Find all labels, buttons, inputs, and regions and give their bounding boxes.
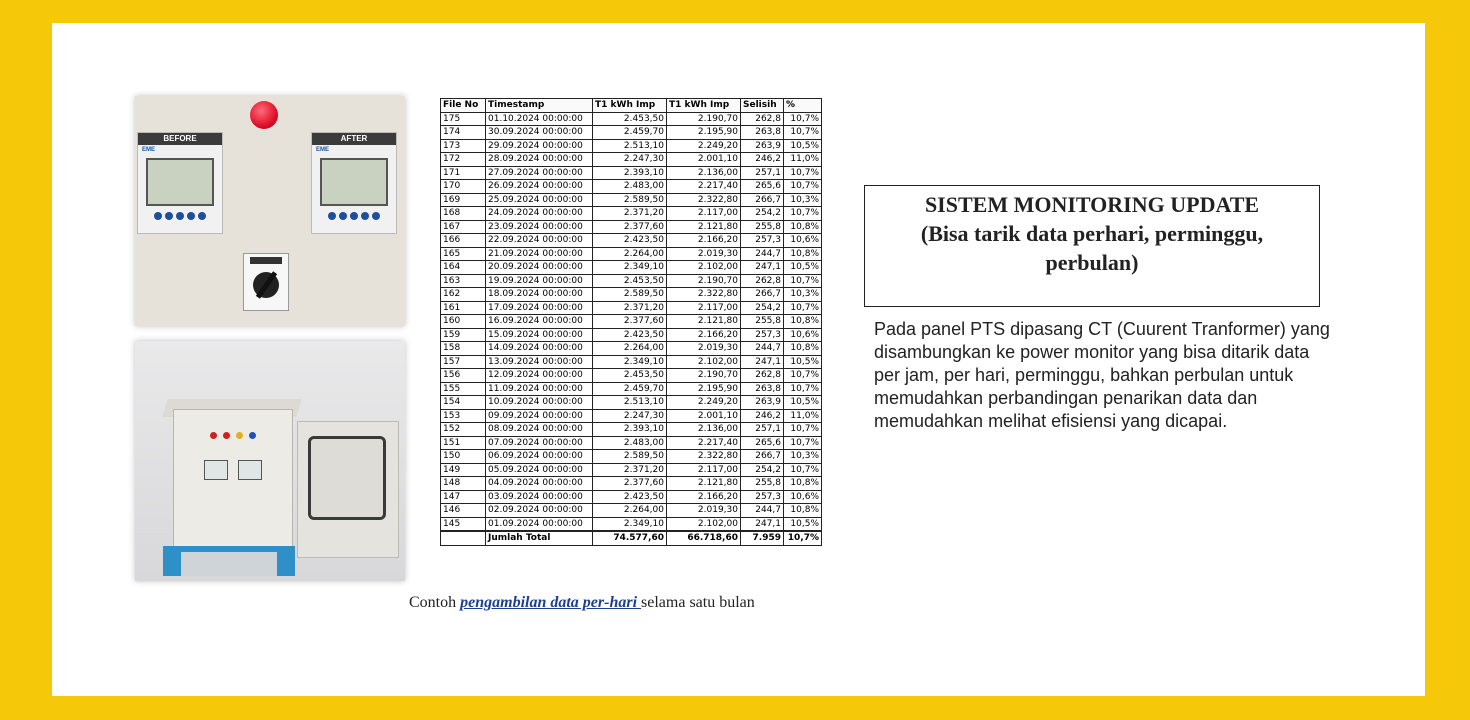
cell-timestamp: 04.09.2024 00:00:00 — [486, 477, 593, 491]
cell-selisih: 255,8 — [741, 315, 784, 329]
table-row — [441, 180, 822, 194]
cell-selisih: 255,8 — [741, 477, 784, 491]
cell-percent: 10,5% — [784, 139, 822, 153]
cell-file-no: 174 — [441, 126, 486, 140]
cell-kwh-before: 2.377,60 — [593, 477, 667, 491]
cell-kwh-before: 2.483,00 — [593, 180, 667, 194]
table-row — [441, 409, 822, 423]
header-selisih: Selisih — [741, 99, 784, 113]
meter-screen — [320, 158, 388, 206]
cell-timestamp: 27.09.2024 00:00:00 — [486, 166, 593, 180]
cell-selisih: 246,2 — [741, 409, 784, 423]
selector-knob-icon — [253, 272, 279, 298]
cell-selisih: 255,8 — [741, 220, 784, 234]
cell-file-no: 157 — [441, 355, 486, 369]
cell-file-no: 147 — [441, 490, 486, 504]
cell-kwh-before: 2.393,10 — [593, 423, 667, 437]
cell-kwh-after: 2.190,70 — [667, 274, 741, 288]
cell-timestamp: 25.09.2024 00:00:00 — [486, 193, 593, 207]
cell-kwh-after: 2.102,00 — [667, 355, 741, 369]
cell-selisih: 257,3 — [741, 328, 784, 342]
cell-timestamp: 14.09.2024 00:00:00 — [486, 342, 593, 356]
cell-percent: 10,8% — [784, 342, 822, 356]
table-body — [441, 112, 822, 531]
cell-selisih: 263,8 — [741, 126, 784, 140]
cell-file-no: 148 — [441, 477, 486, 491]
cell-timestamp: 11.09.2024 00:00:00 — [486, 382, 593, 396]
heading-box — [864, 185, 1320, 307]
cell-percent: 10,7% — [784, 166, 822, 180]
cell-selisih: 244,7 — [741, 342, 784, 356]
cell-percent: 10,8% — [784, 504, 822, 518]
cell-kwh-before: 2.371,20 — [593, 301, 667, 315]
cell-selisih: 262,8 — [741, 369, 784, 383]
cell-kwh-before: 2.589,50 — [593, 450, 667, 464]
after-power-meter — [311, 132, 397, 234]
cell-kwh-after: 2.249,20 — [667, 139, 741, 153]
cell-kwh-before: 2.459,70 — [593, 382, 667, 396]
table-row — [441, 328, 822, 342]
cell-kwh-after: 2.217,40 — [667, 180, 741, 194]
cell-selisih: 265,6 — [741, 180, 784, 194]
table-row — [441, 166, 822, 180]
cell-timestamp: 17.09.2024 00:00:00 — [486, 301, 593, 315]
cell-percent: 10,7% — [784, 423, 822, 437]
cell-percent: 10,6% — [784, 490, 822, 504]
total-cell: 74.577,60 — [593, 531, 667, 545]
table-row — [441, 490, 822, 504]
electrical-cabinet — [173, 409, 293, 551]
table-row — [441, 396, 822, 410]
heading-line-2: (Bisa tarik data perhari, perminggu, — [920, 221, 1264, 246]
table-row — [441, 301, 822, 315]
cell-kwh-after: 2.001,10 — [667, 409, 741, 423]
cell-kwh-after: 2.166,20 — [667, 490, 741, 504]
cell-timestamp: 26.09.2024 00:00:00 — [486, 180, 593, 194]
cabinet-indicator-lights — [210, 432, 256, 439]
cell-kwh-before: 2.371,20 — [593, 463, 667, 477]
cell-timestamp: 24.09.2024 00:00:00 — [486, 207, 593, 221]
cell-percent: 10,7% — [784, 207, 822, 221]
red-indicator-lamp — [250, 101, 278, 129]
cabinet-stand — [163, 546, 295, 576]
cell-percent: 10,3% — [784, 193, 822, 207]
cell-file-no: 149 — [441, 463, 486, 477]
cell-percent: 10,7% — [784, 463, 822, 477]
cell-file-no: 159 — [441, 328, 486, 342]
cell-kwh-after: 2.136,00 — [667, 166, 741, 180]
cell-selisih: 247,1 — [741, 517, 784, 531]
cell-percent: 10,6% — [784, 234, 822, 248]
cell-selisih: 257,1 — [741, 166, 784, 180]
cell-kwh-before: 2.589,50 — [593, 288, 667, 302]
cell-kwh-after: 2.121,80 — [667, 220, 741, 234]
table-row — [441, 139, 822, 153]
cell-kwh-before: 2.423,50 — [593, 328, 667, 342]
cell-kwh-before: 2.453,50 — [593, 274, 667, 288]
cell-kwh-after: 2.190,70 — [667, 112, 741, 126]
total-label: Jumlah Total — [486, 531, 593, 545]
cell-percent: 10,7% — [784, 126, 822, 140]
cell-file-no: 160 — [441, 315, 486, 329]
cell-percent: 10,7% — [784, 436, 822, 450]
cell-file-no: 154 — [441, 396, 486, 410]
cell-timestamp: 02.09.2024 00:00:00 — [486, 504, 593, 518]
cell-selisih: 254,2 — [741, 301, 784, 315]
cell-percent: 10,8% — [784, 315, 822, 329]
cell-timestamp: 09.09.2024 00:00:00 — [486, 409, 593, 423]
cell-percent: 10,5% — [784, 355, 822, 369]
cell-kwh-after: 2.195,90 — [667, 126, 741, 140]
description-paragraph: Pada panel PTS dipasang CT (Cuurent Tranformer) yang disambungkan ke power monitor yang bisa ditarik data per jam, per hari, perminggu, bahkan perbulan untuk memudahkan perbandingan penarikan data dan memudahkan melihat efisiensi yang dicapai. — [874, 319, 1330, 431]
cell-percent: 10,7% — [784, 369, 822, 383]
cell-timestamp: 05.09.2024 00:00:00 — [486, 463, 593, 477]
cell-selisih: 244,7 — [741, 504, 784, 518]
table-row — [441, 382, 822, 396]
cell-selisih: 263,8 — [741, 382, 784, 396]
cell-selisih: 246,2 — [741, 153, 784, 167]
cabinet-meter — [204, 460, 228, 480]
cell-timestamp: 28.09.2024 00:00:00 — [486, 153, 593, 167]
cell-timestamp: 29.09.2024 00:00:00 — [486, 139, 593, 153]
cell-timestamp: 30.09.2024 00:00:00 — [486, 126, 593, 140]
cell-kwh-after: 2.019,30 — [667, 342, 741, 356]
daily-data-table — [440, 98, 822, 546]
cell-kwh-before: 2.349,10 — [593, 355, 667, 369]
before-power-meter — [137, 132, 223, 234]
table-row — [441, 477, 822, 491]
table-row — [441, 207, 822, 221]
cell-selisih: 263,9 — [741, 396, 784, 410]
table-row — [441, 234, 822, 248]
cell-kwh-after: 2.019,30 — [667, 247, 741, 261]
cell-percent: 10,5% — [784, 396, 822, 410]
cell-kwh-before: 2.264,00 — [593, 247, 667, 261]
table-row — [441, 369, 822, 383]
cell-kwh-before: 2.349,10 — [593, 261, 667, 275]
cell-kwh-before: 2.453,50 — [593, 112, 667, 126]
cell-selisih: 266,7 — [741, 193, 784, 207]
header-t1-kwh-before: T1 kWh Imp — [593, 99, 667, 113]
cell-kwh-after: 2.322,80 — [667, 450, 741, 464]
cell-file-no: 161 — [441, 301, 486, 315]
before-label: BEFORE — [138, 133, 222, 145]
cell-kwh-before: 2.513,10 — [593, 139, 667, 153]
cell-file-no: 169 — [441, 193, 486, 207]
cell-timestamp: 21.09.2024 00:00:00 — [486, 247, 593, 261]
cell-kwh-before: 2.513,10 — [593, 396, 667, 410]
cell-file-no: 164 — [441, 261, 486, 275]
cell-timestamp: 19.09.2024 00:00:00 — [486, 274, 593, 288]
meter-screen — [146, 158, 214, 206]
cell-kwh-after: 2.019,30 — [667, 504, 741, 518]
heading-line-1: SISTEM MONITORING UPDATE — [924, 192, 1260, 217]
cell-file-no: 173 — [441, 139, 486, 153]
cell-file-no: 165 — [441, 247, 486, 261]
cell-kwh-before: 2.453,50 — [593, 369, 667, 383]
meter-buttons — [138, 212, 222, 220]
table-row — [441, 220, 822, 234]
table-row — [441, 288, 822, 302]
cell-file-no: 168 — [441, 207, 486, 221]
cell-file-no: 146 — [441, 504, 486, 518]
caption-suffix: selama satu bulan — [641, 594, 755, 611]
cell-kwh-before: 2.247,30 — [593, 409, 667, 423]
cell-percent: 10,7% — [784, 382, 822, 396]
cell-selisih: 266,7 — [741, 288, 784, 302]
panel-cabinet-photo — [135, 341, 405, 581]
cell-timestamp: 23.09.2024 00:00:00 — [486, 220, 593, 234]
cell-timestamp: 20.09.2024 00:00:00 — [486, 261, 593, 275]
cell-file-no: 155 — [441, 382, 486, 396]
cell-selisih: 257,3 — [741, 234, 784, 248]
cell-percent: 10,7% — [784, 112, 822, 126]
cell-percent: 10,5% — [784, 261, 822, 275]
cell-kwh-after: 2.001,10 — [667, 153, 741, 167]
cell-percent: 10,7% — [784, 274, 822, 288]
cell-kwh-before: 2.377,60 — [593, 315, 667, 329]
cell-file-no: 172 — [441, 153, 486, 167]
cell-kwh-before: 2.349,10 — [593, 517, 667, 531]
cell-percent: 10,8% — [784, 247, 822, 261]
cell-file-no: 158 — [441, 342, 486, 356]
cell-selisih: 247,1 — [741, 261, 784, 275]
cell-selisih: 254,2 — [741, 207, 784, 221]
header-percent: % — [784, 99, 822, 113]
cell-kwh-after: 2.136,00 — [667, 423, 741, 437]
table-row — [441, 153, 822, 167]
cell-kwh-after: 2.249,20 — [667, 396, 741, 410]
table-row — [441, 436, 822, 450]
cell-selisih: 254,2 — [741, 463, 784, 477]
table-row — [441, 423, 822, 437]
cell-kwh-before: 2.423,50 — [593, 234, 667, 248]
cell-percent: 10,7% — [784, 180, 822, 194]
header-file-no: File No — [441, 99, 486, 113]
cell-kwh-after: 2.195,90 — [667, 382, 741, 396]
table-row — [441, 247, 822, 261]
cell-selisih: 262,8 — [741, 112, 784, 126]
table-header-row — [441, 99, 822, 113]
cell-file-no: 170 — [441, 180, 486, 194]
selector-switch — [243, 253, 289, 311]
cell-percent: 10,8% — [784, 220, 822, 234]
table-row — [441, 112, 822, 126]
table-row — [441, 355, 822, 369]
cell-selisih: 247,1 — [741, 355, 784, 369]
table-caption — [409, 594, 755, 612]
cell-timestamp: 06.09.2024 00:00:00 — [486, 450, 593, 464]
cell-kwh-after: 2.217,40 — [667, 436, 741, 450]
cell-percent: 10,3% — [784, 288, 822, 302]
cell-kwh-before: 2.483,00 — [593, 436, 667, 450]
table-row — [441, 126, 822, 140]
cell-timestamp: 15.09.2024 00:00:00 — [486, 328, 593, 342]
cell-file-no: 156 — [441, 369, 486, 383]
cell-file-no: 152 — [441, 423, 486, 437]
cell-kwh-before: 2.459,70 — [593, 126, 667, 140]
cell-percent: 10,8% — [784, 477, 822, 491]
cell-selisih: 262,8 — [741, 274, 784, 288]
total-cell: 10,7% — [784, 531, 822, 545]
heading-line-3: perbulan) — [1045, 250, 1139, 275]
cell-selisih: 266,7 — [741, 450, 784, 464]
cell-timestamp: 01.10.2024 00:00:00 — [486, 112, 593, 126]
cell-percent: 10,3% — [784, 450, 822, 464]
cell-timestamp: 01.09.2024 00:00:00 — [486, 517, 593, 531]
table-row — [441, 274, 822, 288]
cell-file-no: 166 — [441, 234, 486, 248]
cell-file-no: 151 — [441, 436, 486, 450]
header-t1-kwh-after: T1 kWh Imp — [667, 99, 741, 113]
total-cell: 66.718,60 — [667, 531, 741, 545]
cell-selisih: 265,6 — [741, 436, 784, 450]
panel-meters-photo — [135, 96, 405, 326]
cell-percent: 11,0% — [784, 409, 822, 423]
cell-timestamp: 18.09.2024 00:00:00 — [486, 288, 593, 302]
table-row — [441, 342, 822, 356]
cell-kwh-before: 2.377,60 — [593, 220, 667, 234]
table-row — [441, 261, 822, 275]
cell-kwh-before: 2.371,20 — [593, 207, 667, 221]
cell-timestamp: 08.09.2024 00:00:00 — [486, 423, 593, 437]
cell-kwh-after: 2.117,00 — [667, 207, 741, 221]
cell-selisih: 244,7 — [741, 247, 784, 261]
cell-timestamp: 16.09.2024 00:00:00 — [486, 315, 593, 329]
cell-file-no: 171 — [441, 166, 486, 180]
meter-buttons — [312, 212, 396, 220]
total-cell — [441, 531, 486, 545]
cell-timestamp: 07.09.2024 00:00:00 — [486, 436, 593, 450]
cell-file-no: 150 — [441, 450, 486, 464]
table-row — [441, 463, 822, 477]
cell-kwh-before: 2.247,30 — [593, 153, 667, 167]
cell-timestamp: 10.09.2024 00:00:00 — [486, 396, 593, 410]
cell-timestamp: 22.09.2024 00:00:00 — [486, 234, 593, 248]
cell-kwh-before: 2.264,00 — [593, 504, 667, 518]
cell-kwh-after: 2.166,20 — [667, 234, 741, 248]
door-window — [308, 436, 386, 520]
table-row — [441, 315, 822, 329]
caption-prefix: Contoh — [409, 594, 461, 611]
cell-kwh-after: 2.190,70 — [667, 369, 741, 383]
cell-file-no: 145 — [441, 517, 486, 531]
cell-kwh-after: 2.102,00 — [667, 517, 741, 531]
cell-kwh-after: 2.117,00 — [667, 301, 741, 315]
cell-kwh-before: 2.589,50 — [593, 193, 667, 207]
cell-file-no: 153 — [441, 409, 486, 423]
cell-selisih: 263,9 — [741, 139, 784, 153]
cell-kwh-after: 2.322,80 — [667, 288, 741, 302]
cell-kwh-after: 2.166,20 — [667, 328, 741, 342]
total-cell: 7.959 — [741, 531, 784, 545]
after-label: AFTER — [312, 133, 396, 145]
cell-file-no: 162 — [441, 288, 486, 302]
cell-kwh-before: 2.423,50 — [593, 490, 667, 504]
cell-kwh-before: 2.264,00 — [593, 342, 667, 356]
cell-kwh-before: 2.393,10 — [593, 166, 667, 180]
table-row — [441, 193, 822, 207]
cell-timestamp: 12.09.2024 00:00:00 — [486, 369, 593, 383]
table-row — [441, 450, 822, 464]
cell-selisih: 257,3 — [741, 490, 784, 504]
table-row — [441, 504, 822, 518]
cell-percent: 11,0% — [784, 153, 822, 167]
slide-page — [52, 23, 1425, 696]
caption-link[interactable]: pengambilan data per-hari — [460, 594, 642, 611]
cell-timestamp: 13.09.2024 00:00:00 — [486, 355, 593, 369]
table-total-row — [441, 531, 822, 545]
cell-kwh-after: 2.322,80 — [667, 193, 741, 207]
cell-file-no: 163 — [441, 274, 486, 288]
header-timestamp: Timestamp — [486, 99, 593, 113]
cell-timestamp: 03.09.2024 00:00:00 — [486, 490, 593, 504]
cell-kwh-after: 2.117,00 — [667, 463, 741, 477]
cell-selisih: 257,1 — [741, 423, 784, 437]
cell-percent: 10,7% — [784, 301, 822, 315]
cell-percent: 10,5% — [784, 517, 822, 531]
table-row — [441, 517, 822, 531]
cell-kwh-after: 2.102,00 — [667, 261, 741, 275]
cell-kwh-after: 2.121,80 — [667, 477, 741, 491]
cell-file-no: 175 — [441, 112, 486, 126]
cabinet-door — [297, 421, 399, 558]
cell-kwh-after: 2.121,80 — [667, 315, 741, 329]
cabinet-meter — [238, 460, 262, 480]
cell-percent: 10,6% — [784, 328, 822, 342]
meter-brand-logo: EME — [316, 147, 330, 153]
cell-file-no: 167 — [441, 220, 486, 234]
meter-brand-logo: EME — [142, 147, 156, 153]
